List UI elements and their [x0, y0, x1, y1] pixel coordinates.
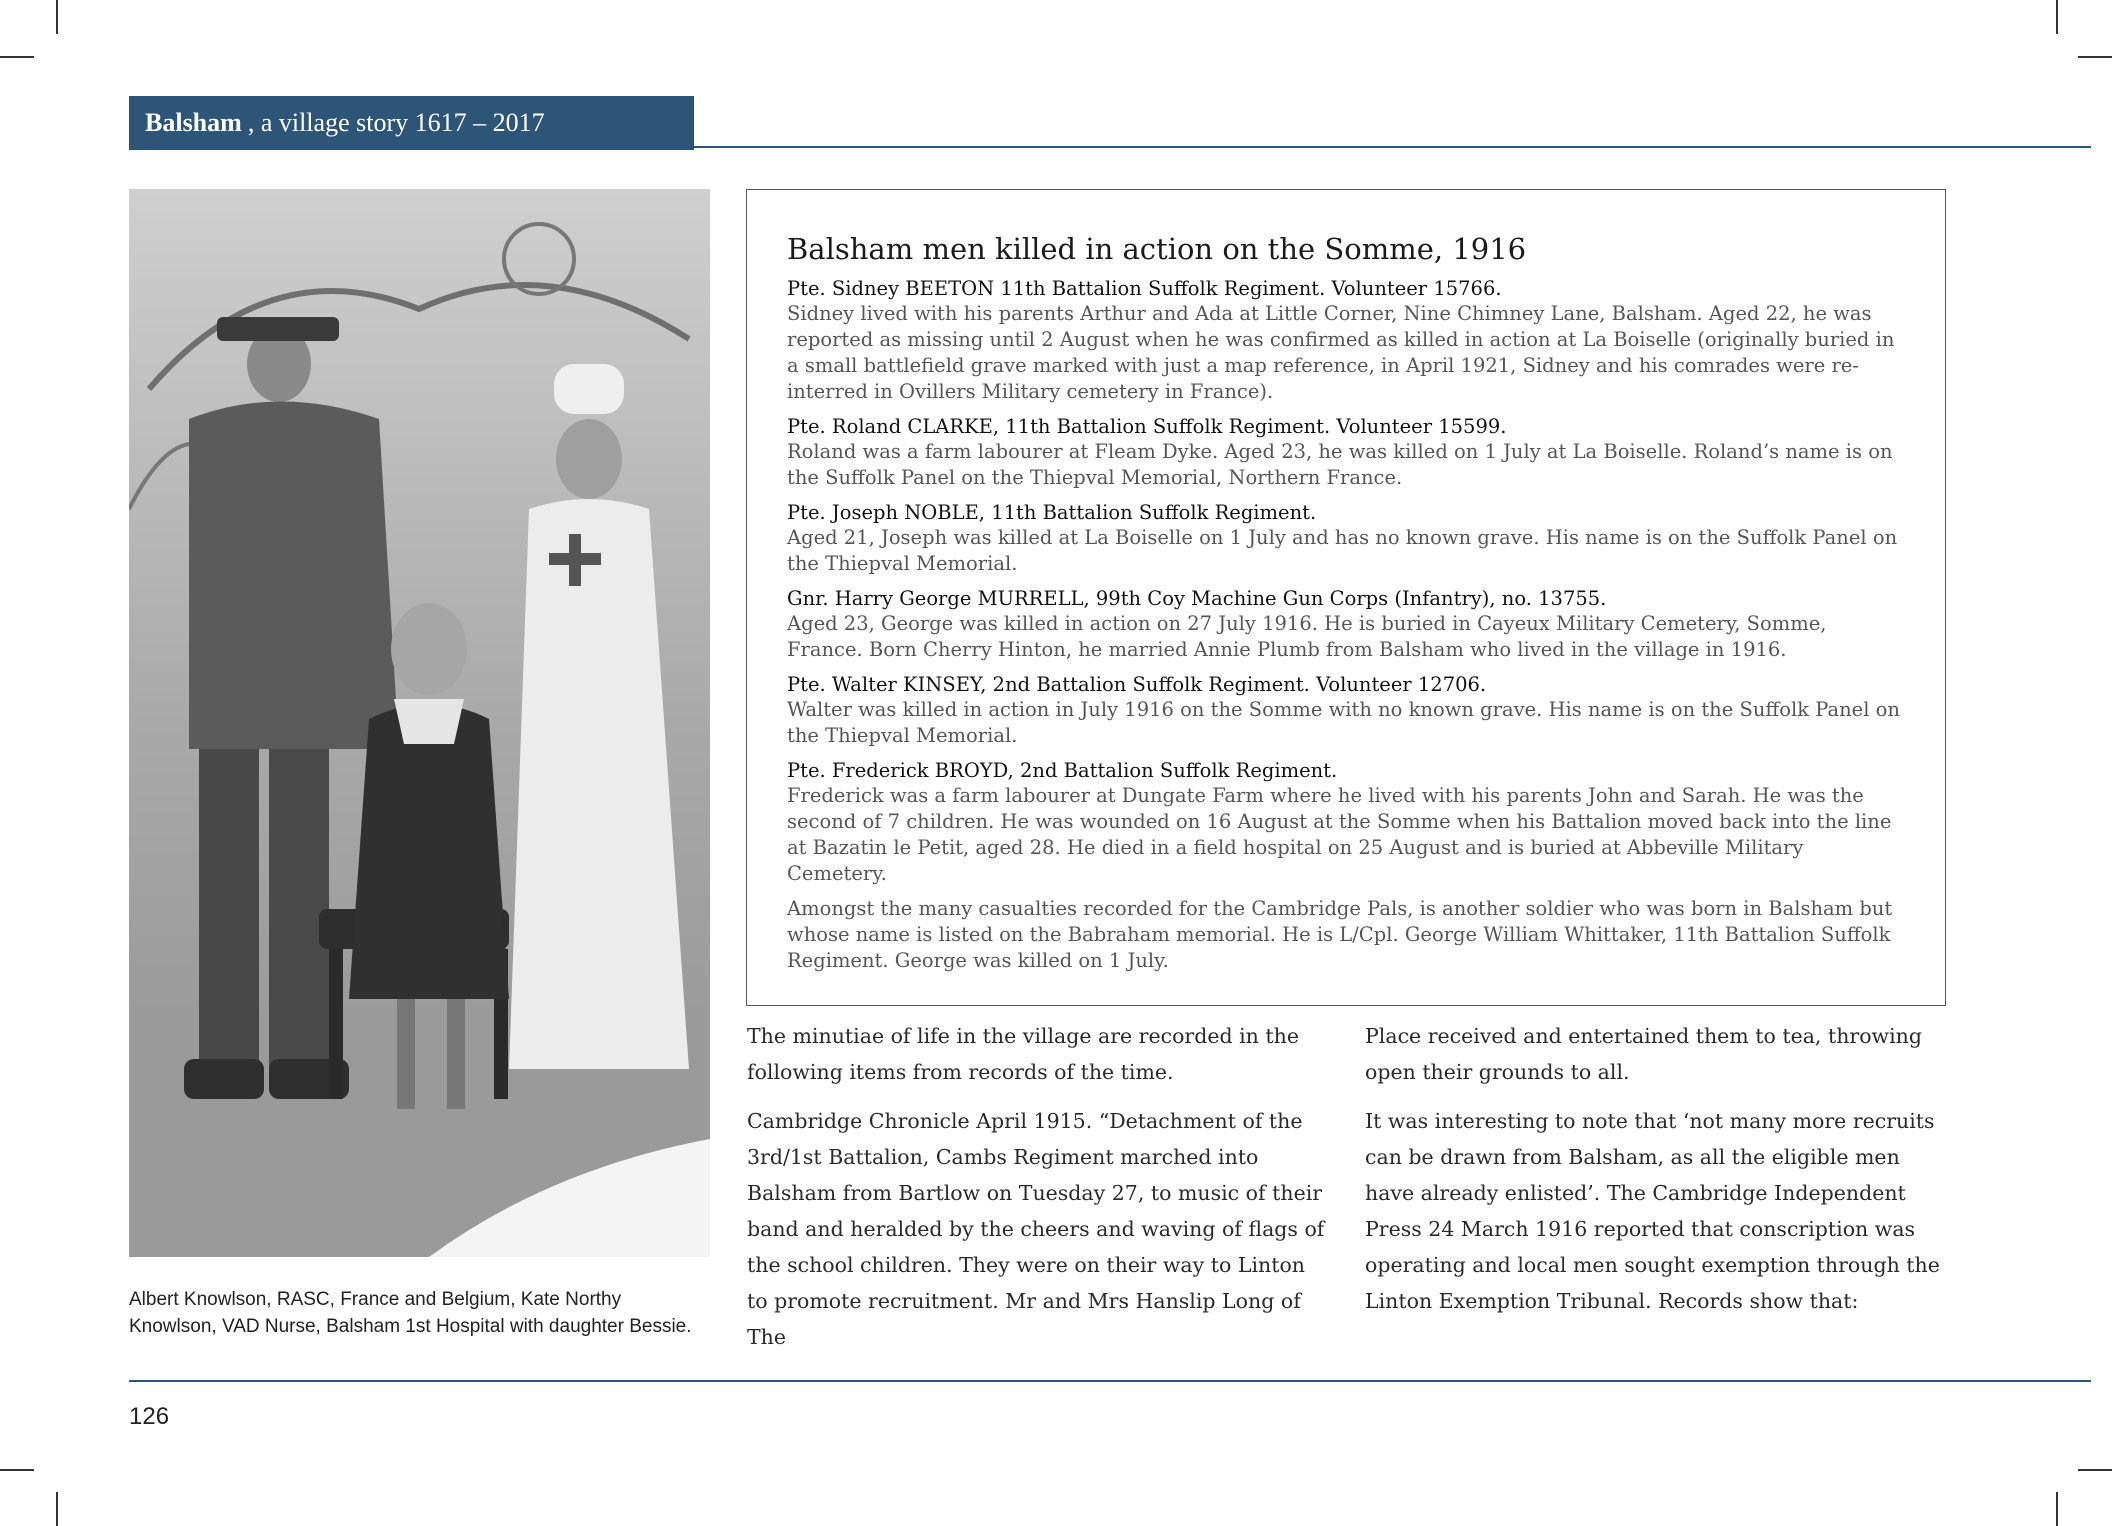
box-title: Balsham men killed in action on the Somme, 1916	[787, 232, 1527, 266]
page-number: 126	[129, 1403, 170, 1430]
entry-heading: Pte. Sidney BEETON 11th Battalion Suffolk Regiment. Volunteer 15766.	[787, 277, 1502, 300]
photo-illustration	[129, 189, 710, 1257]
entry-heading: Pte. Frederick BROYD, 2nd Battalion Suffolk Regiment.	[787, 759, 1338, 782]
body-column-1	[747, 1018, 1327, 1368]
entry-heading: Pte. Walter KINSEY, 2nd Battalion Suffolk Regiment. Volunteer 12706.	[787, 673, 1487, 696]
caption-line-2: Knowlson, VAD Nurse, Balsham 1st Hospital with daughter Bessie.	[129, 1316, 692, 1337]
historic-photo	[129, 189, 710, 1257]
caption-line-1: Albert Knowlson, RASC, France and Belgium, Kate Northy	[129, 1289, 622, 1310]
entry-heading: Gnr. Harry George MURRELL, 99th Coy Machine Gun Corps (Infantry), no. 13755.	[787, 587, 1607, 610]
entry-body: Frederick was a farm labourer at Dungate Farm where he lived with his parents John and Sarah. He was the second of 7 children. He was wounded on 16 August at the Somme when his Battalion moved back into the line at Bazatin le Petit, aged 28. He died in a field hospital on 25 August and is buried at Abbeville Military Cemetery.	[787, 784, 1892, 885]
crop-mark	[2056, 0, 2058, 34]
book-title: Balsham	[145, 108, 242, 137]
entry-heading: Pte. Joseph NOBLE, 11th Battalion Suffolk Regiment.	[787, 501, 1317, 524]
casualty-entry	[787, 500, 1905, 577]
casualty-entry	[787, 586, 1905, 663]
entry-body: Walter was killed in action in July 1916 on the Somme with no known grave. His name is on the Suffolk Panel on the Thiepval Memorial.	[787, 698, 1900, 747]
crop-mark	[56, 1492, 58, 1526]
casualty-entry	[787, 414, 1905, 491]
casualty-entry	[787, 276, 1905, 405]
casualty-entry	[787, 758, 1905, 887]
crop-mark	[0, 1469, 34, 1471]
body-paragraph: Cambridge Chronicle April 1915. “Detachment of the 3rd/1st Battalion, Cambs Regiment marched into Balsham from Bartlow on Tuesday 27, to music of their band and heralded by the cheers and waving of flags of the school children. They were on their way to Linton to promote recruitment. Mr and Mrs Hanslip Long of The	[747, 1109, 1325, 1349]
body-paragraph: The minutiae of life in the village are recorded in the following items from records of the time.	[747, 1024, 1299, 1084]
book-subtitle: , a village story 1617 – 2017	[247, 108, 545, 137]
body-paragraph: Place received and entertained them to tea, throwing open their grounds to all.	[1365, 1024, 1922, 1084]
crop-mark	[2056, 1492, 2058, 1526]
entry-heading: Pte. Roland CLARKE, 11th Battalion Suffolk Regiment. Volunteer 15599.	[787, 415, 1507, 438]
box-closing-paragraph: Amongst the many casualties recorded for the Cambridge Pals, is another soldier who was born in Balsham but whose name is listed on the Babraham memorial. He is L/Cpl. George William Whittaker, 11th Battalion Suffolk Regiment. George was killed on 1 July.	[787, 897, 1893, 972]
footer-rule	[129, 1380, 2091, 1382]
photo-caption	[129, 1286, 729, 1340]
entry-body: Aged 23, George was killed in action on 27 July 1916. He is buried in Cayeux Military Cemetery, Somme, France. Born Cherry Hinton, he married Annie Plumb from Balsham who lived in the village in 1916.	[787, 612, 1827, 661]
crop-mark	[2078, 56, 2112, 58]
crop-mark	[2078, 1469, 2112, 1471]
body-paragraph: It was interesting to note that ‘not many more recruits can be drawn from Balsham, as all the eligible men have already enlisted’. The Cambridge Independent Press 24 March 1916 reported that conscription was operating and local men sought exemption through the Linton Exemption Tribunal. Records show that:	[1365, 1109, 1940, 1313]
casualties-box	[746, 189, 1946, 1006]
entry-body: Aged 21, Joseph was killed at La Boiselle on 1 July and has no known grave. His name is on the Suffolk Panel on the Thiepval Memorial.	[787, 526, 1898, 575]
crop-mark	[0, 56, 34, 58]
header-rule	[694, 146, 2091, 148]
crop-mark	[56, 0, 58, 34]
casualty-entry	[787, 672, 1905, 749]
running-header	[129, 96, 694, 150]
entry-body: Roland was a farm labourer at Fleam Dyke. Aged 23, he was killed on 1 July at La Boiselle. Roland’s name is on the Suffolk Panel on the Thiepval Memorial, Northern France.	[787, 440, 1893, 489]
body-column-2	[1365, 1018, 1945, 1332]
entry-body: Sidney lived with his parents Arthur and Ada at Little Corner, Nine Chimney Lane, Balsham. Aged 22, he was reported as missing until 2 August when he was confirmed as killed in action at La Boiselle (originally buried in a small battlefield grave marked with just a map reference, in April 1921, Sidney and his comrades were re-interred in Ovillers Military cemetery in France).	[787, 302, 1895, 403]
